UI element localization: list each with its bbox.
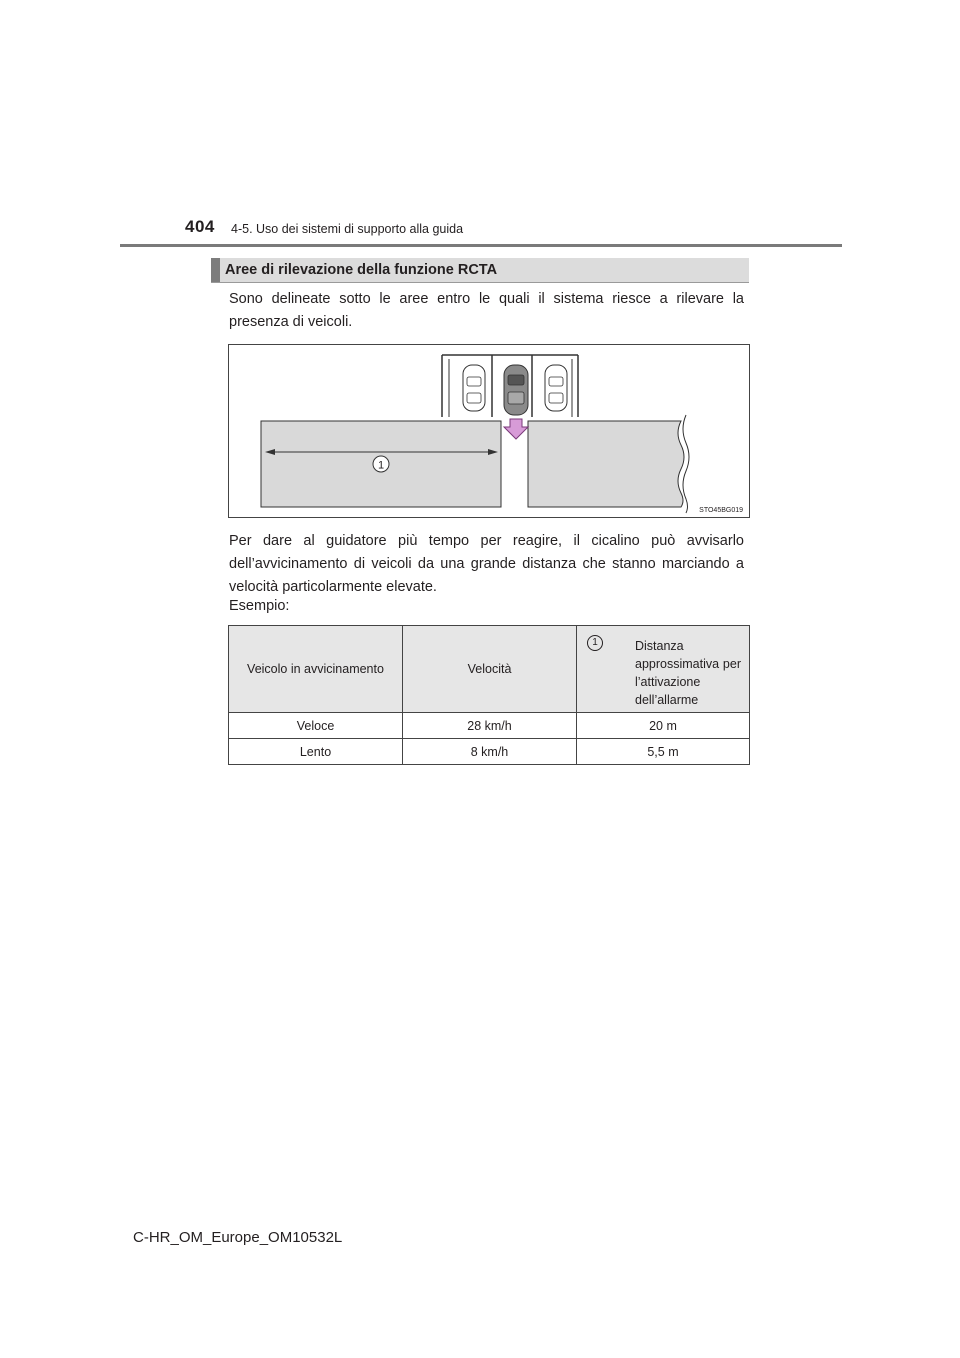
intro-paragraph: Sono delineate sotto le aree entro le quali il sistema riesce a rilevare la presenza di veicoli. (229, 291, 744, 330)
break-line (683, 415, 689, 513)
detection-area-diagram (229, 345, 749, 517)
speed-distance-table (228, 625, 750, 765)
example-label: Esempio: (229, 598, 290, 614)
detail-paragraph: Per dare al guidatore più tempo per reagire, il cicalino può avvisarlo dell’avvicinamento di veicoli da una grande distanza che stanno marciando a velocità particolarmente elevate. (229, 533, 744, 595)
section-heading-marker (211, 258, 220, 282)
distance-callout-number: 1 (587, 635, 603, 651)
cell-distance: 20 m (577, 713, 750, 739)
header-speed: Velocità (403, 626, 577, 713)
table-row (229, 713, 750, 739)
table-row (229, 739, 750, 765)
cell-speed: 28 km/h (403, 713, 577, 739)
section-heading-underline (211, 282, 749, 283)
right-detection-area (528, 421, 684, 507)
reverse-direction-arrow (504, 419, 528, 439)
header-distance-label: Distanza approssimativa per l’attivazione dell’allarme (635, 639, 741, 707)
figure-code: STO45BG019 (699, 507, 743, 514)
table-header-row (229, 626, 750, 713)
cell-vehicle: Lento (229, 739, 403, 765)
header-divider (120, 244, 842, 247)
detection-area-figure (228, 344, 750, 518)
chapter-title: 4-5. Uso dei sistemi di supporto alla guida (231, 222, 464, 236)
page-number: 404 (185, 217, 215, 236)
header-vehicle: Veicolo in avvicinamento (229, 626, 403, 713)
parked-car-left (463, 365, 485, 411)
callout-number: 1 (377, 459, 385, 472)
cell-distance: 5,5 m (577, 739, 750, 765)
section-heading: Aree di rilevazione della funzione RCTA (225, 262, 498, 278)
header-distance (577, 626, 750, 713)
section-heading-box (211, 258, 749, 282)
reversing-car (504, 365, 528, 415)
cell-vehicle: Veloce (229, 713, 403, 739)
document-id: C-HR_OM_Europe_OM10532L (133, 1229, 343, 1246)
parked-car-right (545, 365, 567, 411)
cell-speed: 8 km/h (403, 739, 577, 765)
